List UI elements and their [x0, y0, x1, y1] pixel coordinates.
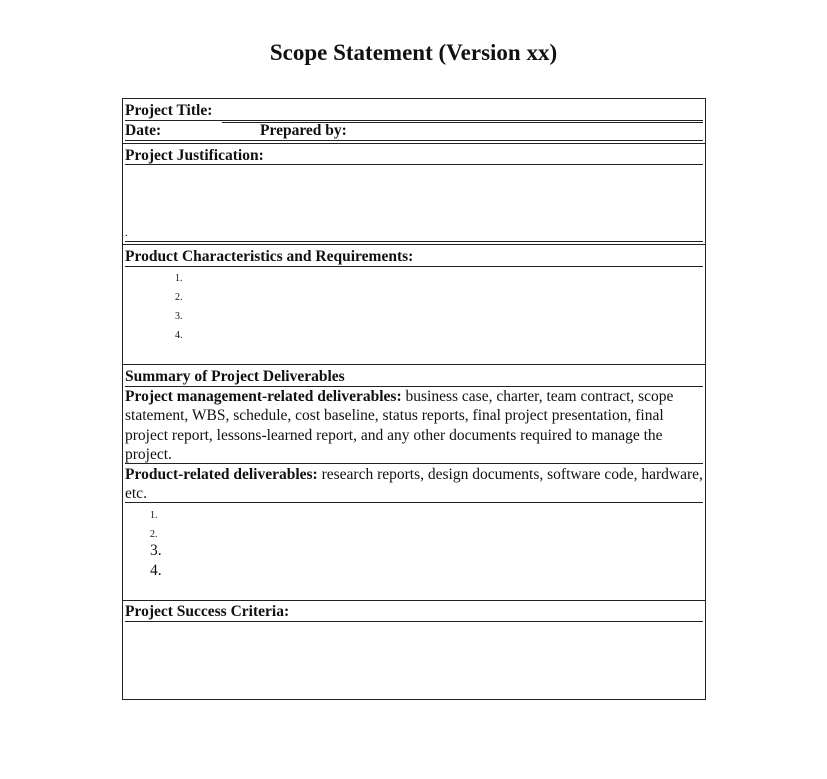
- page-title: Scope Statement (Version xx): [269, 40, 558, 65]
- product-deliverables-desc: research reports, design documents, software code, hardware, etc.: [125, 466, 703, 503]
- divider: [125, 164, 703, 165]
- divider: [125, 140, 703, 141]
- justification-text: .: [125, 227, 128, 239]
- divider: [222, 122, 703, 123]
- justification-label: Project Justification:: [125, 147, 264, 164]
- date-label: Date:: [125, 122, 162, 139]
- list-item-number: 2.: [150, 529, 158, 540]
- deliverables-label: Summary of Project Deliverables: [125, 368, 345, 385]
- requirements-list: [125, 273, 703, 353]
- list-item-number: 1.: [175, 273, 183, 284]
- section-divider: [123, 143, 705, 144]
- list-item-number: 4.: [175, 330, 183, 341]
- pm-deliverables-label: Project management-related deliverables:: [125, 388, 402, 405]
- list-item-number: 1.: [150, 510, 158, 521]
- divider: [125, 120, 703, 121]
- product-deliverables-label: Product-related deliverables:: [125, 466, 318, 483]
- divider: [125, 621, 703, 622]
- prepared-by-label: Prepared by:: [260, 122, 347, 139]
- pm-deliverables-text: [125, 387, 703, 465]
- deliverables-list: [125, 510, 703, 580]
- scope-form: [122, 98, 706, 700]
- list-item-number: 3.: [150, 542, 162, 559]
- list-item-number: 3.: [175, 311, 183, 322]
- project-title-label: Project Title:: [125, 102, 213, 119]
- divider: [125, 502, 703, 503]
- divider: [125, 266, 703, 267]
- pm-deliverables-desc: business case, charter, team contract, scope statement, WBS, schedule, cost baseline, status reports, final project presentation, final project report, lessons-learned report, and any other documents required to manage the project.: [125, 388, 674, 464]
- product-characteristics-label: Product Characteristics and Requirements:: [125, 248, 414, 265]
- product-deliverables-text: [125, 465, 703, 504]
- divider: [125, 241, 703, 242]
- list-item-number: 2.: [175, 292, 183, 303]
- success-criteria-label: Project Success Criteria:: [125, 603, 290, 620]
- divider: [125, 463, 703, 464]
- section-divider: [123, 244, 705, 245]
- section-divider: [123, 600, 705, 601]
- list-item-number: 4.: [150, 562, 162, 579]
- section-divider: [123, 364, 705, 365]
